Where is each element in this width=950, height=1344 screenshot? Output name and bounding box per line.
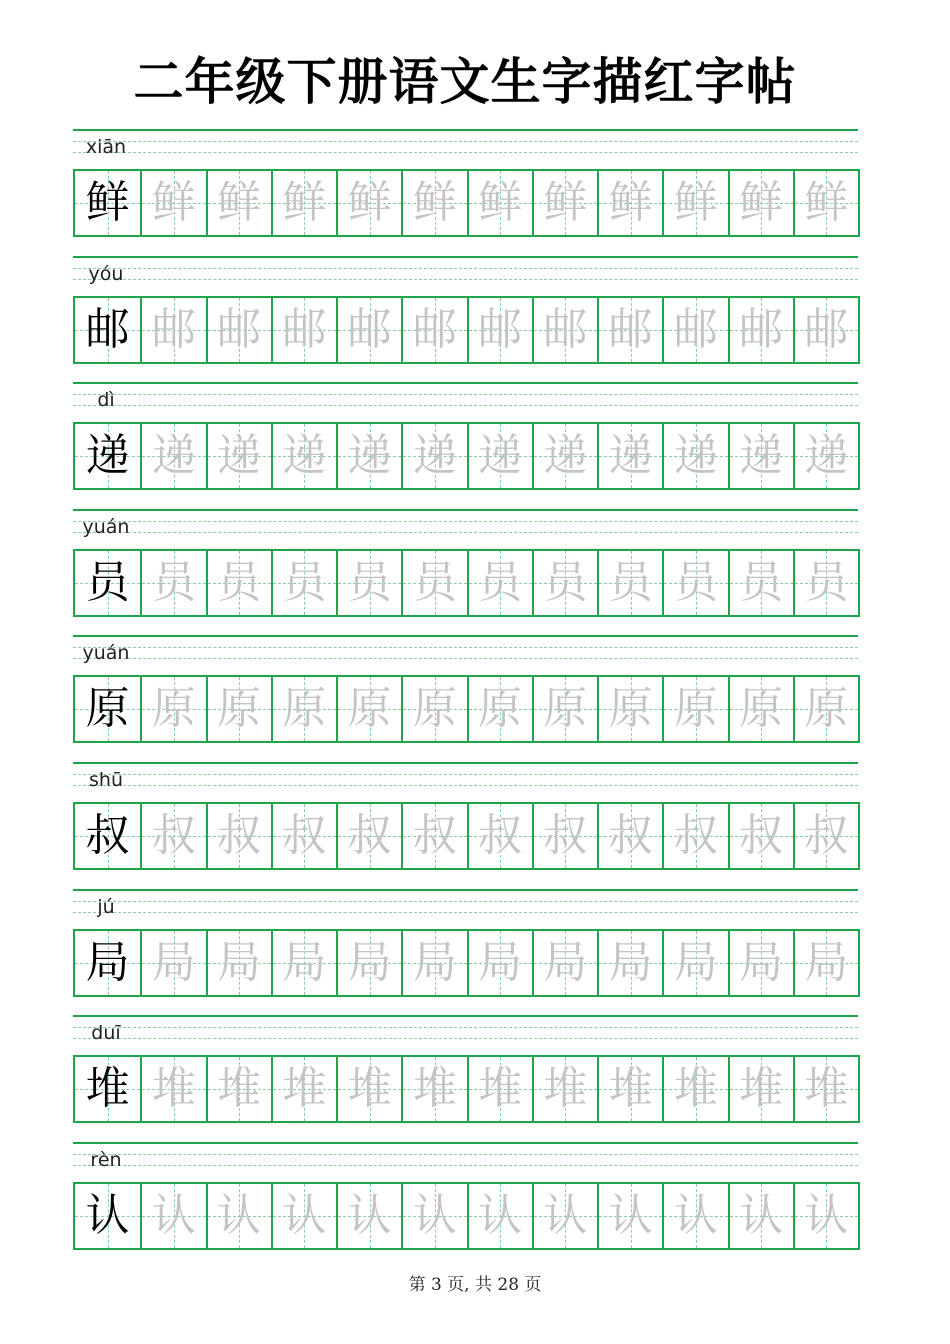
trace-cell	[662, 171, 727, 235]
trace-character: 堆	[478, 1063, 523, 1114]
guide-line	[73, 1038, 858, 1039]
trace-cell	[271, 931, 336, 995]
trace-cell	[271, 1184, 336, 1248]
trace-cell	[597, 298, 662, 362]
guide-line	[73, 152, 858, 153]
guide-line	[73, 658, 858, 659]
guide-line	[73, 1015, 858, 1017]
trace-character: 堆	[543, 1063, 588, 1114]
trace-cell	[467, 298, 532, 362]
trace-character: 员	[282, 557, 327, 608]
trace-cell	[271, 171, 336, 235]
trace-character: 堆	[739, 1063, 784, 1114]
trace-cell	[597, 677, 662, 741]
trace-character: 叔	[217, 810, 262, 861]
trace-cell	[401, 931, 466, 995]
trace-character: 叔	[151, 810, 196, 861]
pinyin-label: jú	[97, 896, 115, 918]
model-character: 邮	[85, 304, 130, 355]
pinyin-band	[73, 1142, 858, 1172]
trace-character: 堆	[217, 1063, 262, 1114]
trace-character: 员	[478, 557, 523, 608]
practice-row	[73, 1142, 858, 1269]
trace-cell	[793, 1057, 858, 1121]
trace-cell	[140, 298, 205, 362]
pinyin-label: shū	[89, 769, 123, 791]
trace-cell	[271, 424, 336, 488]
trace-character: 局	[347, 937, 392, 988]
pinyin-label: yuán	[82, 642, 130, 664]
trace-character: 认	[478, 1190, 523, 1241]
trace-cell	[662, 298, 727, 362]
trace-character: 员	[217, 557, 262, 608]
trace-character: 邮	[282, 304, 327, 355]
trace-cell	[467, 1184, 532, 1248]
trace-character: 堆	[282, 1063, 327, 1114]
trace-character: 鲜	[673, 177, 718, 228]
trace-cell	[728, 931, 793, 995]
trace-character: 认	[543, 1190, 588, 1241]
trace-cell	[728, 677, 793, 741]
trace-character: 递	[608, 430, 653, 481]
trace-character: 员	[673, 557, 718, 608]
trace-cell	[206, 171, 271, 235]
trace-character: 邮	[804, 304, 849, 355]
trace-cell	[467, 171, 532, 235]
trace-character: 堆	[673, 1063, 718, 1114]
trace-character: 员	[151, 557, 196, 608]
trace-character: 原	[739, 683, 784, 734]
guide-line	[73, 141, 858, 142]
trace-character: 邮	[543, 304, 588, 355]
trace-cell	[662, 1057, 727, 1121]
pinyin-band	[73, 129, 858, 159]
trace-cell	[140, 551, 205, 615]
trace-character: 邮	[673, 304, 718, 355]
trace-cell	[532, 551, 597, 615]
trace-character: 认	[347, 1190, 392, 1241]
model-character: 叔	[85, 810, 130, 861]
trace-character: 鲜	[739, 177, 784, 228]
character-grid	[73, 169, 860, 237]
trace-cell	[336, 1057, 401, 1121]
page-title: 二年级下册语文生字描红字帖	[133, 53, 797, 111]
trace-cell	[467, 804, 532, 868]
trace-character: 员	[347, 557, 392, 608]
trace-character: 鲜	[282, 177, 327, 228]
guide-line	[73, 901, 858, 902]
trace-cell	[336, 931, 401, 995]
guide-line	[73, 509, 858, 511]
model-cell	[75, 424, 140, 488]
trace-character: 员	[543, 557, 588, 608]
trace-cell	[401, 424, 466, 488]
guide-line	[73, 521, 858, 522]
trace-character: 鲜	[478, 177, 523, 228]
trace-cell	[206, 298, 271, 362]
trace-character: 鲜	[804, 177, 849, 228]
trace-character: 认	[673, 1190, 718, 1241]
trace-cell	[140, 804, 205, 868]
trace-cell	[793, 677, 858, 741]
trace-cell	[401, 298, 466, 362]
trace-character: 鲜	[412, 177, 457, 228]
guide-line	[73, 762, 858, 764]
trace-character: 叔	[608, 810, 653, 861]
model-character: 堆	[85, 1063, 130, 1114]
guide-line	[73, 405, 858, 406]
trace-character: 认	[739, 1190, 784, 1241]
guide-line	[73, 635, 858, 637]
trace-cell	[206, 931, 271, 995]
trace-cell	[467, 931, 532, 995]
guide-line	[73, 1027, 858, 1028]
trace-cell	[140, 931, 205, 995]
trace-cell	[597, 171, 662, 235]
trace-character: 邮	[739, 304, 784, 355]
trace-character: 原	[217, 683, 262, 734]
trace-cell	[662, 1184, 727, 1248]
trace-character: 原	[673, 683, 718, 734]
trace-cell	[401, 677, 466, 741]
trace-cell	[206, 804, 271, 868]
character-grid	[73, 802, 860, 870]
trace-cell	[793, 171, 858, 235]
trace-cell	[467, 424, 532, 488]
trace-cell	[401, 1184, 466, 1248]
trace-character: 认	[282, 1190, 327, 1241]
trace-character: 原	[804, 683, 849, 734]
trace-character: 认	[608, 1190, 653, 1241]
trace-character: 原	[282, 683, 327, 734]
character-grid	[73, 549, 860, 617]
guide-line	[73, 268, 858, 269]
trace-cell	[793, 551, 858, 615]
trace-character: 递	[673, 430, 718, 481]
model-cell	[75, 171, 140, 235]
trace-cell	[271, 298, 336, 362]
trace-character: 递	[739, 430, 784, 481]
trace-character: 叔	[543, 810, 588, 861]
trace-character: 递	[804, 430, 849, 481]
trace-character: 叔	[739, 810, 784, 861]
trace-cell	[206, 424, 271, 488]
trace-character: 员	[412, 557, 457, 608]
trace-character: 原	[478, 683, 523, 734]
character-grid	[73, 422, 860, 490]
model-character: 鲜	[85, 177, 130, 228]
trace-cell	[401, 171, 466, 235]
trace-cell	[532, 171, 597, 235]
character-grid	[73, 1055, 860, 1123]
guide-line	[73, 382, 858, 384]
trace-character: 叔	[282, 810, 327, 861]
trace-cell	[336, 298, 401, 362]
pinyin-label: yuán	[82, 516, 130, 538]
character-grid	[73, 929, 860, 997]
pinyin-band	[73, 762, 858, 792]
trace-cell	[597, 804, 662, 868]
trace-cell	[336, 424, 401, 488]
trace-character: 堆	[151, 1063, 196, 1114]
trace-cell	[271, 1057, 336, 1121]
trace-cell	[140, 424, 205, 488]
trace-character: 认	[412, 1190, 457, 1241]
trace-character: 原	[347, 683, 392, 734]
guide-line	[73, 647, 858, 648]
pinyin-band	[73, 509, 858, 539]
trace-character: 递	[151, 430, 196, 481]
model-cell	[75, 1184, 140, 1248]
trace-character: 鲜	[608, 177, 653, 228]
practice-row	[73, 635, 858, 762]
practice-row	[73, 762, 858, 889]
trace-cell	[793, 424, 858, 488]
trace-cell	[662, 931, 727, 995]
trace-cell	[728, 1184, 793, 1248]
trace-cell	[728, 1057, 793, 1121]
trace-character: 叔	[804, 810, 849, 861]
trace-character: 认	[804, 1190, 849, 1241]
trace-cell	[401, 1057, 466, 1121]
trace-character: 原	[412, 683, 457, 734]
model-character: 递	[85, 430, 130, 481]
trace-cell	[728, 298, 793, 362]
trace-cell	[140, 1057, 205, 1121]
trace-character: 员	[804, 557, 849, 608]
trace-character: 叔	[478, 810, 523, 861]
trace-character: 叔	[673, 810, 718, 861]
practice-row	[73, 889, 858, 1016]
trace-character: 鲜	[543, 177, 588, 228]
trace-cell	[793, 931, 858, 995]
trace-cell	[793, 1184, 858, 1248]
trace-character: 原	[151, 683, 196, 734]
trace-cell	[532, 1184, 597, 1248]
model-character: 员	[85, 557, 130, 608]
trace-character: 员	[739, 557, 784, 608]
trace-character: 鲜	[217, 177, 262, 228]
practice-row	[73, 129, 858, 256]
trace-cell	[467, 551, 532, 615]
trace-cell	[271, 677, 336, 741]
trace-cell	[532, 931, 597, 995]
model-cell	[75, 804, 140, 868]
trace-character: 局	[151, 937, 196, 988]
trace-character: 叔	[347, 810, 392, 861]
pinyin-label: yóu	[88, 263, 124, 285]
trace-cell	[336, 1184, 401, 1248]
trace-cell	[336, 804, 401, 868]
trace-character: 认	[151, 1190, 196, 1241]
trace-cell	[206, 677, 271, 741]
trace-character: 局	[739, 937, 784, 988]
trace-character: 局	[804, 937, 849, 988]
trace-character: 邮	[347, 304, 392, 355]
trace-character: 局	[217, 937, 262, 988]
trace-character: 局	[608, 937, 653, 988]
practice-row	[73, 382, 858, 509]
character-grid	[73, 1182, 860, 1250]
guide-line	[73, 532, 858, 533]
trace-cell	[728, 424, 793, 488]
trace-cell	[728, 804, 793, 868]
trace-character: 邮	[608, 304, 653, 355]
guide-line	[73, 889, 858, 891]
model-cell	[75, 931, 140, 995]
model-cell	[75, 1057, 140, 1121]
pinyin-band	[73, 256, 858, 286]
model-cell	[75, 298, 140, 362]
trace-cell	[793, 298, 858, 362]
trace-cell	[597, 1057, 662, 1121]
model-character: 局	[85, 937, 130, 988]
trace-cell	[140, 171, 205, 235]
practice-row	[73, 509, 858, 636]
trace-character: 邮	[217, 304, 262, 355]
model-character: 原	[85, 683, 130, 734]
practice-row	[73, 256, 858, 383]
trace-character: 原	[543, 683, 588, 734]
trace-character: 认	[217, 1190, 262, 1241]
trace-cell	[140, 1184, 205, 1248]
trace-cell	[336, 551, 401, 615]
trace-character: 局	[412, 937, 457, 988]
trace-cell	[597, 551, 662, 615]
trace-character: 叔	[412, 810, 457, 861]
pinyin-label: xiān	[85, 136, 127, 158]
trace-cell	[728, 171, 793, 235]
trace-character: 堆	[412, 1063, 457, 1114]
trace-cell	[271, 551, 336, 615]
trace-character: 局	[543, 937, 588, 988]
trace-character: 邮	[478, 304, 523, 355]
trace-character: 邮	[412, 304, 457, 355]
pinyin-band	[73, 382, 858, 412]
trace-character: 局	[673, 937, 718, 988]
guide-line	[73, 785, 858, 786]
trace-cell	[532, 804, 597, 868]
guide-line	[73, 774, 858, 775]
trace-character: 递	[478, 430, 523, 481]
trace-character: 员	[608, 557, 653, 608]
trace-cell	[467, 1057, 532, 1121]
trace-cell	[140, 677, 205, 741]
practice-row	[73, 1015, 858, 1142]
trace-character: 递	[543, 430, 588, 481]
trace-cell	[206, 1057, 271, 1121]
guide-line	[73, 394, 858, 395]
trace-cell	[467, 677, 532, 741]
model-cell	[75, 677, 140, 741]
page-footer: 第 3 页, 共 28 页	[408, 1275, 542, 1295]
trace-cell	[728, 551, 793, 615]
trace-character: 局	[282, 937, 327, 988]
trace-cell	[532, 424, 597, 488]
trace-character: 堆	[804, 1063, 849, 1114]
trace-cell	[206, 1184, 271, 1248]
pinyin-band	[73, 1015, 858, 1045]
trace-cell	[206, 551, 271, 615]
guide-line	[73, 129, 858, 131]
guide-line	[73, 1142, 858, 1144]
pinyin-label: duī	[91, 1022, 121, 1044]
trace-cell	[532, 677, 597, 741]
pinyin-band	[73, 889, 858, 919]
trace-cell	[662, 804, 727, 868]
guide-line	[73, 256, 858, 258]
trace-cell	[662, 424, 727, 488]
trace-cell	[662, 677, 727, 741]
trace-cell	[271, 804, 336, 868]
pinyin-label: dì	[97, 389, 115, 411]
trace-cell	[336, 171, 401, 235]
trace-cell	[401, 551, 466, 615]
pinyin-band	[73, 635, 858, 665]
trace-cell	[597, 424, 662, 488]
guide-line	[73, 1165, 858, 1166]
character-grid	[73, 675, 860, 743]
trace-cell	[532, 1057, 597, 1121]
trace-character: 堆	[608, 1063, 653, 1114]
model-cell	[75, 551, 140, 615]
pinyin-label: rèn	[90, 1149, 122, 1171]
model-character: 认	[85, 1190, 130, 1241]
guide-line	[73, 279, 858, 280]
trace-character: 鲜	[151, 177, 196, 228]
trace-cell	[662, 551, 727, 615]
trace-character: 递	[282, 430, 327, 481]
trace-cell	[793, 804, 858, 868]
guide-line	[73, 1154, 858, 1155]
trace-character: 递	[217, 430, 262, 481]
trace-character: 原	[608, 683, 653, 734]
trace-character: 局	[478, 937, 523, 988]
trace-character: 邮	[151, 304, 196, 355]
guide-line	[73, 912, 858, 913]
trace-cell	[532, 298, 597, 362]
trace-character: 堆	[347, 1063, 392, 1114]
trace-cell	[597, 1184, 662, 1248]
trace-character: 鲜	[347, 177, 392, 228]
trace-character: 递	[347, 430, 392, 481]
trace-cell	[597, 931, 662, 995]
trace-cell	[336, 677, 401, 741]
trace-cell	[401, 804, 466, 868]
trace-character: 递	[412, 430, 457, 481]
character-grid	[73, 296, 860, 364]
